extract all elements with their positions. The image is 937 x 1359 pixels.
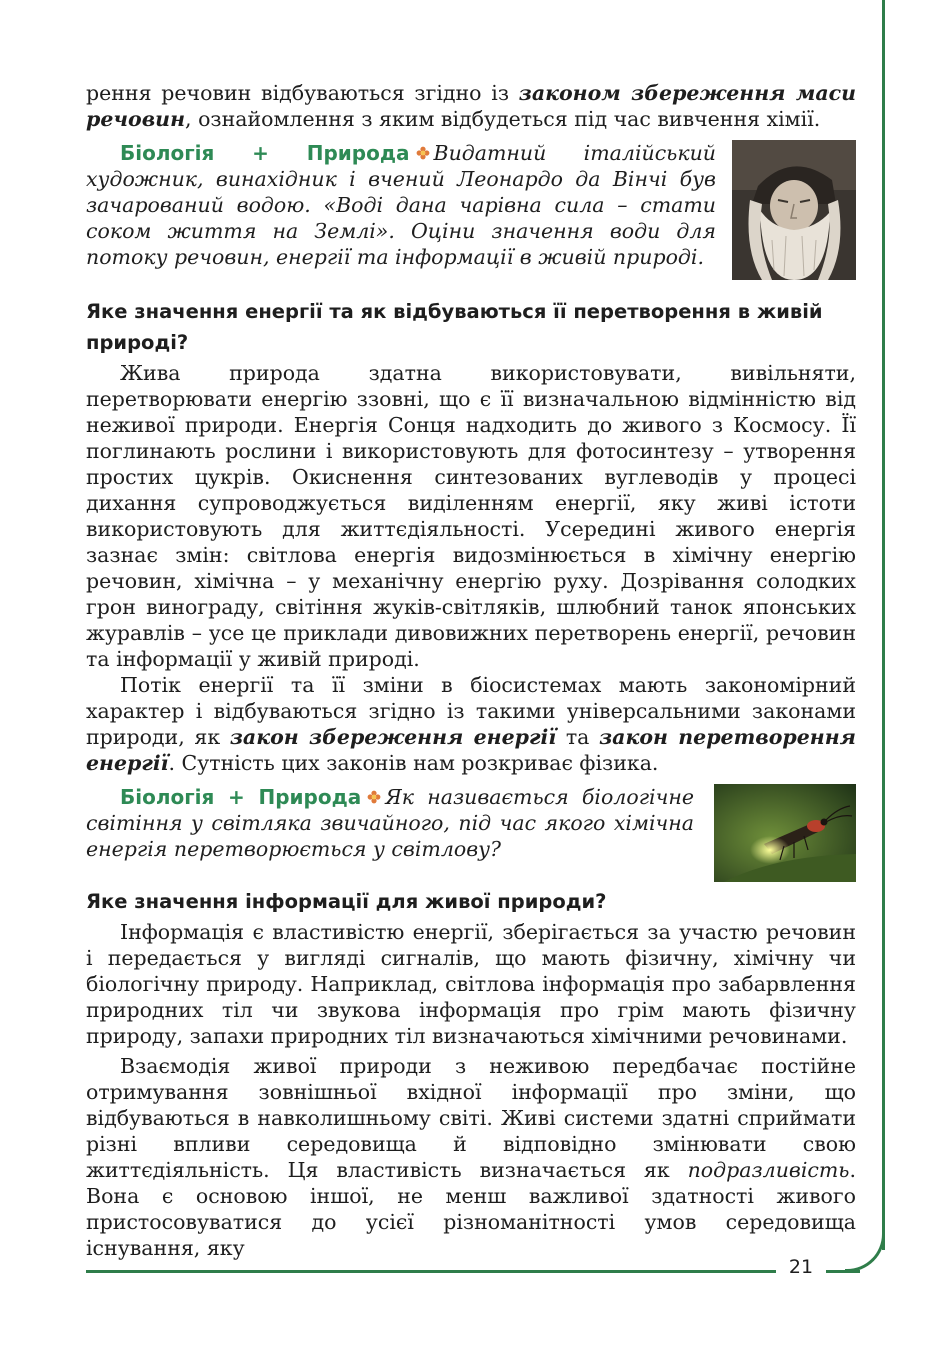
intro-text-a: рення речовин відбуваються згідно із <box>86 81 519 105</box>
intro-text-c: , ознайомлення з яким відбудеться під час вивчення хімії. <box>185 107 821 131</box>
box1-paragraph <box>86 140 716 270</box>
section-heading-information: Яке значення інформації для живої природи? <box>86 890 607 913</box>
section-heading-energy: Яке значення енергії та як відбуваються її перетворення в живій природі? <box>86 300 823 354</box>
information-paragraph-2 <box>86 1053 856 1261</box>
leonardo-portrait-image <box>732 140 856 280</box>
box2-paragraph <box>86 784 694 862</box>
page-number: 21 <box>788 1256 814 1278</box>
energy-p2-text-c: та <box>556 725 600 749</box>
box1-label: Біологія + Природа <box>120 141 410 165</box>
biology-nature-box-2 <box>86 784 856 880</box>
energy-paragraph-2 <box>86 672 856 776</box>
flower-icon <box>416 146 430 160</box>
firefly-photo-image <box>714 784 856 882</box>
energy-p2-text-a: Потік енергії та її зміни в біосистемах мають закономірний характер і відбуваються згідно із такими універсальними законами природи, як <box>86 673 856 749</box>
term-irritability: подразливість <box>687 1158 850 1182</box>
law-energy-transformation: закон перетворення енергії <box>86 725 856 775</box>
box2-label: Біологія + Природа <box>120 785 362 809</box>
box2-text: Як називається біологічне світіння у світляка звичайного, під час якого хімічна енергія перетворюється у світлову? <box>86 785 694 861</box>
energy-p2-text-e: . Сутність цих законів нам розкриває фізика. <box>168 751 659 775</box>
biology-nature-box-1 <box>86 140 856 290</box>
energy-paragraph-1: Жива природа здатна використовувати, вивільняти, перетворювати енергію ззовні, що є її визначальною відмінністю від неживої природи. Енергія Сонця надходить до живого з Космосу. Її поглинають рослини і використовують для фотосинтезу – утворення простих цукрів. Окиснення синтезованих вуглеводів у процесі дихання супроводжується виділенням енергії, яку живі істоти використовують для життєдіяльності. Усередині живого енергія зазнає змін: світлова енергія видозмінюється в хімічну енергію речовин, хімічна – у механічну енергію руху. Дозрівання солодких грон винограду, світіння жуків-світляків, шлюбний танок японських журавлів – усе це приклади дивовижних перетворень енергії, речовин та інформації у живій природі. <box>86 361 856 671</box>
footer-rule-left <box>86 1270 776 1273</box>
page-content <box>86 80 856 1261</box>
box1-text: Видатний італійський художник, винахідник і вчений Леонардо да Вінчі був зачарований водою. «Воді дана чарівна сила – стати соком життя на Землі». Оціни значення води для потоку речовин, енергії та інформації в живій природі. <box>86 141 716 269</box>
information-paragraph-1: Інформація є властивістю енергії, зберігається за участю речовин і передається у вигляді сигналів, що мають фізичну, хімічну чи біологічну природу. Наприклад, світлова інформація про забарвлення природних тіл чи звукова інформація про грім мають фізичну природу, запахи природних тіл визначаються хімічними речовинами. <box>86 920 856 1048</box>
law-mass-conservation: законом збереження маси речовин <box>86 81 856 131</box>
intro-paragraph <box>86 80 856 132</box>
information-p2-text-c: . Вона є основою іншої, не менш важливої здатності живого пристосовуватися до усієї різноманітності умов середовища існування, яку <box>86 1158 856 1260</box>
information-p2-text-a: Взаємодія живої природи з неживою передбачає постійне отримування зовнішньої вхідної інформації про зміни, що відбуваються в навколишньому світі. Живі системи здатні сприймати різні впливи середовища й відповідно змінювати свою життєдіяльність. Ця властивість визначається як <box>86 1054 856 1182</box>
page-frame-line <box>882 0 885 1250</box>
flower-icon <box>367 790 381 804</box>
law-energy-conservation: закон збереження енергії <box>229 725 557 749</box>
footer-rule-right <box>826 1270 860 1273</box>
